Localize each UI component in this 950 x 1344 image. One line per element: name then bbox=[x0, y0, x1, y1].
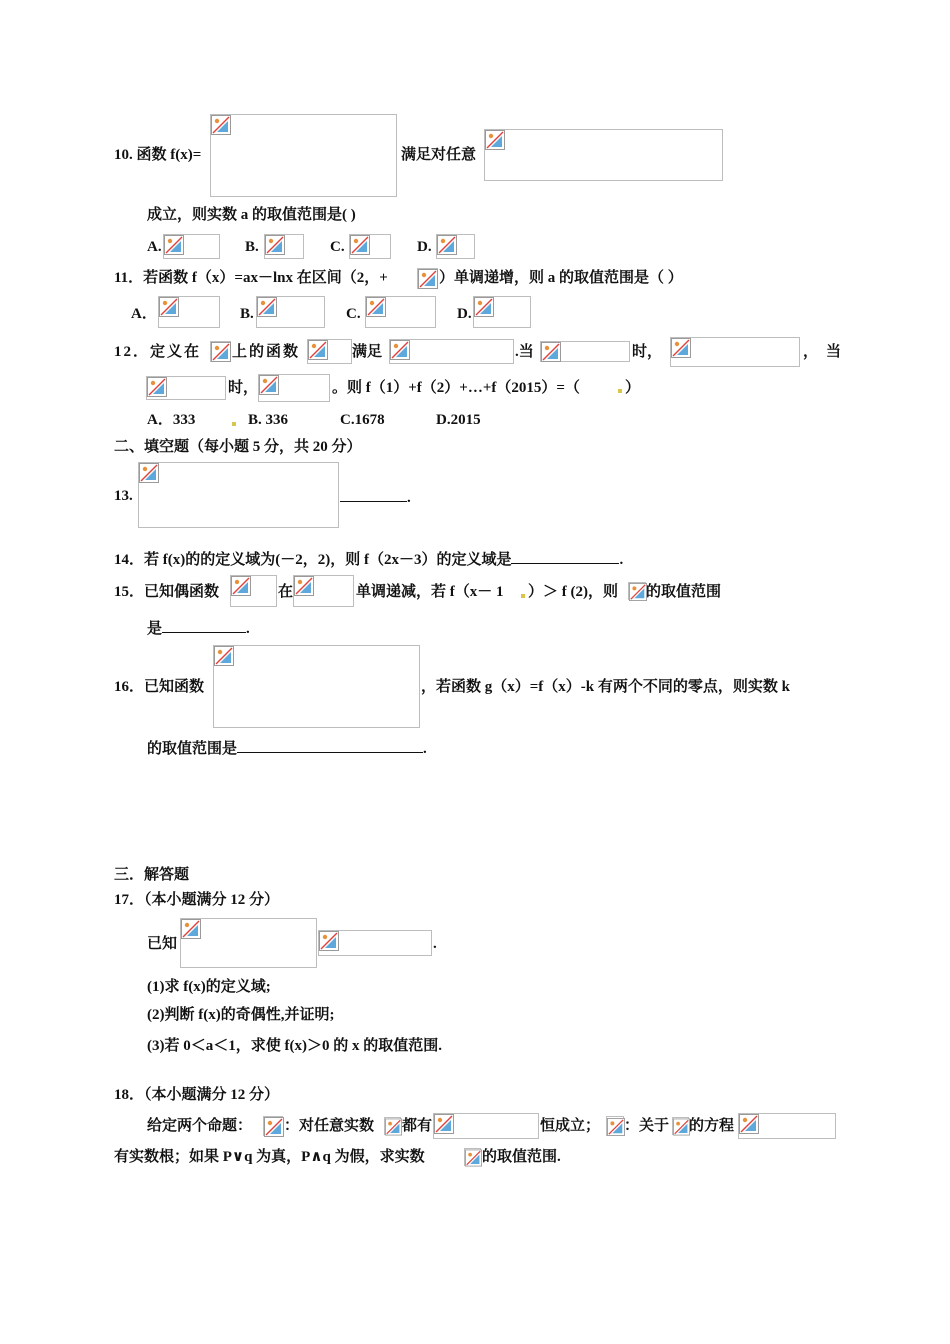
formula-image bbox=[670, 337, 800, 367]
q13-tail: . bbox=[407, 490, 411, 506]
q13-label: 13. bbox=[114, 488, 133, 504]
broken-image-icon bbox=[211, 342, 231, 362]
formula-image bbox=[738, 1113, 836, 1139]
formula-image bbox=[628, 582, 646, 600]
q12-option-a: A．333 bbox=[147, 412, 196, 428]
q17-header: 17．（本小题满分 12 分） bbox=[114, 892, 280, 908]
broken-image-icon bbox=[211, 115, 231, 135]
broken-image-icon bbox=[294, 576, 314, 596]
formula-image bbox=[417, 268, 438, 289]
q12-text-8: 。则 f（1）+f（2）+…+f（2015）=（ bbox=[332, 380, 580, 396]
q17-tail: . bbox=[433, 936, 437, 952]
q10-middle: 满足对任意 bbox=[401, 147, 477, 163]
broken-image-icon bbox=[259, 375, 279, 395]
q14-question: 14．若 f(x)的的定义域为(－2，2)，则 f（2x－3）的定义域是 bbox=[114, 552, 512, 568]
broken-image-icon bbox=[671, 338, 691, 358]
q15-tail: . bbox=[246, 621, 250, 637]
section-3-heading: 三．解答题 bbox=[114, 867, 190, 883]
q11-text-a: 11．若函数 f（x）=ax－lnx 在区间（2，+ bbox=[114, 270, 388, 286]
q17-part-3: (3)若 0＜a＜1，求使 f(x)＞0 的 x 的取值范围. bbox=[147, 1038, 442, 1054]
formula-image bbox=[210, 341, 231, 362]
formula-image bbox=[293, 575, 354, 607]
broken-image-icon bbox=[541, 342, 561, 362]
q12-text-7: 时， bbox=[228, 380, 259, 396]
formula-image bbox=[146, 376, 226, 400]
q12-text-5: 时， bbox=[632, 344, 663, 360]
q12-option-d: D.2015 bbox=[436, 412, 481, 428]
broken-image-icon bbox=[607, 1117, 625, 1137]
broken-image-icon bbox=[164, 235, 184, 255]
q18-line2-a: 有实数根；如果 P∨q 为真，P∧q 为假，求实数 bbox=[114, 1149, 425, 1165]
formula-image bbox=[213, 645, 420, 728]
broken-image-icon bbox=[147, 377, 167, 397]
small-mark bbox=[232, 422, 236, 426]
formula-image bbox=[180, 918, 317, 968]
broken-image-icon bbox=[159, 297, 179, 317]
q10-option-a: A. bbox=[147, 239, 162, 255]
q10-option-c: C. bbox=[330, 239, 345, 255]
q17-part-1: (1)求 f(x)的定义域; bbox=[147, 979, 271, 995]
broken-image-icon bbox=[434, 1114, 454, 1134]
broken-image-icon bbox=[139, 463, 159, 483]
option-image bbox=[349, 234, 391, 259]
broken-image-icon bbox=[264, 1117, 284, 1137]
q16-tail: . bbox=[423, 741, 427, 757]
broken-image-icon bbox=[673, 1118, 690, 1136]
q11-option-d: D. bbox=[457, 306, 472, 322]
formula-image bbox=[433, 1113, 539, 1139]
q12-text-3: 满足 bbox=[352, 344, 383, 360]
broken-image-icon bbox=[465, 1149, 482, 1167]
q12-option-c: C.1678 bbox=[340, 412, 385, 428]
q16-text-a: 16．已知函数 bbox=[114, 679, 205, 695]
q12-text-2: 上的函数 bbox=[232, 344, 301, 360]
formula-image bbox=[464, 1148, 481, 1166]
q15-text-e: 的取值范围 bbox=[646, 584, 722, 600]
broken-image-icon bbox=[385, 1118, 402, 1136]
small-mark bbox=[618, 389, 622, 393]
broken-image-icon bbox=[366, 297, 386, 317]
broken-image-icon bbox=[308, 340, 328, 360]
q15-text-d: ）＞ f (2)，则 bbox=[528, 584, 618, 600]
q10-option-d: D. bbox=[417, 239, 432, 255]
broken-image-icon bbox=[474, 297, 494, 317]
q18-text-d: 恒成立； bbox=[540, 1118, 601, 1134]
q12-text-6: ，当 bbox=[803, 344, 850, 360]
formula-image bbox=[384, 1117, 401, 1135]
q18-line2-b: 的取值范围. bbox=[482, 1149, 561, 1165]
formula-image bbox=[606, 1116, 624, 1136]
broken-image-icon bbox=[485, 130, 505, 150]
broken-image-icon bbox=[739, 1114, 759, 1134]
formula-image bbox=[258, 374, 330, 402]
q18-text-c: 都有 bbox=[402, 1118, 433, 1134]
formula-image bbox=[318, 930, 432, 956]
option-image bbox=[163, 234, 220, 259]
q15-line2 bbox=[147, 617, 250, 639]
q11-option-a: A． bbox=[131, 306, 157, 322]
option-image bbox=[436, 234, 475, 259]
formula-image bbox=[540, 341, 630, 362]
broken-image-icon bbox=[319, 931, 339, 951]
q18-text-e: ：关于 bbox=[624, 1118, 670, 1134]
formula-image bbox=[389, 339, 514, 364]
formula-image bbox=[210, 114, 397, 197]
option-image bbox=[158, 296, 220, 328]
q12-text-9: ） bbox=[625, 380, 641, 396]
formula-image bbox=[263, 1116, 283, 1136]
option-image bbox=[365, 296, 436, 328]
q15-text-b: 在 bbox=[278, 584, 294, 600]
q15-line2-text: 是 bbox=[147, 621, 163, 637]
q15-text-a: 15．已知偶函数 bbox=[114, 584, 220, 600]
broken-image-icon bbox=[418, 269, 438, 289]
broken-image-icon bbox=[350, 235, 370, 255]
q16-text-b: ，若函数 g（x）=f（x）-k 有两个不同的零点，则实数 k bbox=[421, 679, 790, 695]
formula-image bbox=[672, 1117, 689, 1135]
q18-text-f: 的方程 bbox=[689, 1118, 735, 1134]
broken-image-icon bbox=[181, 919, 201, 939]
q11-option-c: C. bbox=[346, 306, 361, 322]
option-image bbox=[264, 234, 304, 259]
q12-text-4: .当 bbox=[515, 344, 534, 360]
broken-image-icon bbox=[231, 576, 251, 596]
option-image bbox=[256, 296, 325, 328]
q14-text bbox=[114, 548, 623, 570]
q17-part-2: (2)判断 f(x)的奇偶性,并证明; bbox=[147, 1007, 335, 1023]
q18-header: 18．（本小题满分 12 分） bbox=[114, 1087, 280, 1103]
broken-image-icon bbox=[257, 297, 277, 317]
q16-line2-text: 的取值范围是 bbox=[147, 741, 238, 757]
broken-image-icon bbox=[214, 646, 234, 666]
small-mark bbox=[521, 594, 525, 598]
formula-image bbox=[307, 339, 352, 364]
formula-image bbox=[138, 462, 339, 528]
q15-text-c: 单调递减，若 f（x－ 1 bbox=[356, 584, 504, 600]
q10-prefix: 10. 函数 f(x)= bbox=[114, 147, 202, 163]
broken-image-icon bbox=[629, 583, 647, 601]
q13-answer-blank bbox=[340, 486, 411, 508]
q11-option-b: B. bbox=[240, 306, 254, 322]
q12-text-1: 12．定义在 bbox=[114, 344, 202, 360]
q11-text-b: ）单调递增，则 a 的取值范围是（ ） bbox=[439, 270, 683, 286]
q18-text-a: 给定两个命题： bbox=[147, 1118, 253, 1134]
broken-image-icon bbox=[390, 340, 410, 360]
option-image bbox=[473, 296, 531, 328]
q18-text-b: ：对任意实数 bbox=[284, 1118, 375, 1134]
formula-image bbox=[230, 575, 277, 607]
formula-image bbox=[484, 129, 723, 181]
broken-image-icon bbox=[437, 235, 457, 255]
q12-option-b: B. 336 bbox=[248, 412, 289, 428]
section-2-heading: 二、填空题（每小题 5 分，共 20 分） bbox=[114, 439, 362, 455]
broken-image-icon bbox=[265, 235, 285, 255]
q16-line2 bbox=[147, 737, 427, 759]
q10-option-b: B. bbox=[245, 239, 259, 255]
q17-given: 已知 bbox=[147, 936, 178, 952]
q14-tail: . bbox=[619, 552, 624, 568]
q10-line2: 成立，则实数 a 的取值范围是( ) bbox=[147, 207, 356, 223]
